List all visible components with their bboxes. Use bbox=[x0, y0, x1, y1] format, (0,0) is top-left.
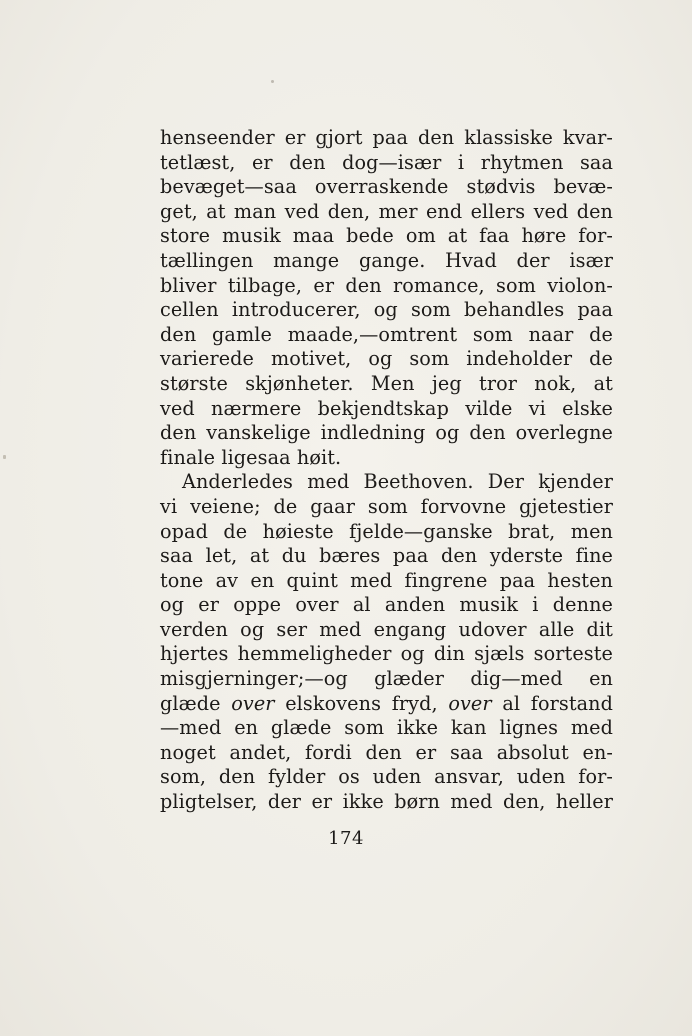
text-line: get, at man ved den, mer end ellers ved den bbox=[160, 199, 613, 223]
text-line: verden og ser med engang udover alle dit bbox=[160, 617, 613, 641]
text-line: bevæget—saa overraskende stødvis bevæ- bbox=[160, 175, 613, 199]
text-line: misgjerninger;—og glæder dig—med en bbox=[160, 667, 613, 691]
text-line: største skjønheter. Men jeg tror nok, at bbox=[160, 371, 613, 395]
text-line: den gamle maade,—omtrent som naar de bbox=[160, 322, 613, 346]
text-line: den vanskelige indledning og den overlegne bbox=[160, 421, 613, 445]
text-line: saa let, at du bæres paa den yderste fine bbox=[160, 544, 613, 568]
text-line: pligtelser, der er ikke børn med den, heller bbox=[160, 790, 613, 814]
text-line: som, den fylder os uden ansvar, uden for- bbox=[160, 765, 613, 789]
text-line: ved nærmere bekjendtskap vilde vi elske bbox=[160, 396, 613, 420]
italic-word: over bbox=[231, 691, 275, 715]
text-line: store musik maa bede om at faa høre for- bbox=[160, 224, 613, 248]
italic-word: over bbox=[448, 691, 492, 715]
text-line: bliver tilbage, er den romance, som violon- bbox=[160, 273, 613, 297]
text-line-paragraph-end: finale ligesaa høit. bbox=[160, 445, 342, 469]
text-line: og er oppe over al anden musik i denne bbox=[160, 593, 613, 617]
text-segment: elskovens fryd, bbox=[274, 691, 449, 715]
paper-edge-mark bbox=[3, 455, 6, 459]
text-line: —med en glæde som ikke kan lignes med bbox=[160, 716, 613, 740]
text-line: tone av en quint med fingrene paa hesten bbox=[160, 568, 613, 592]
text-line-italic-emphasis bbox=[160, 692, 613, 717]
body-text bbox=[160, 126, 613, 815]
text-line: tetlæst, er den dog—især i rhytmen saa bbox=[160, 150, 613, 174]
text-segment: glæde bbox=[160, 691, 232, 715]
text-line: varierede motivet, og som indeholder de bbox=[160, 347, 613, 371]
page-number: 174 bbox=[328, 828, 364, 849]
text-line: vi veiene; de gaar som forvovne gjetestier bbox=[160, 494, 613, 518]
text-line: henseender er gjort paa den klassiske kvar- bbox=[160, 126, 613, 149]
text-line: cellen introducerer, og som behandles paa bbox=[160, 298, 613, 322]
text-line-paragraph-start: Anderledes med Beethoven. Der kjender bbox=[182, 470, 613, 494]
text-line: tællingen mange gange. Hvad der især bbox=[160, 248, 613, 272]
paper-speck bbox=[271, 80, 274, 83]
text-line: opad de høieste fjelde—ganske brat, men bbox=[160, 519, 613, 543]
text-line: hjertes hemmeligheder og din sjæls sorteste bbox=[160, 642, 613, 666]
text-segment: al forstand bbox=[491, 691, 614, 715]
text-line: noget andet, fordi den er saa absolut en- bbox=[160, 740, 613, 764]
